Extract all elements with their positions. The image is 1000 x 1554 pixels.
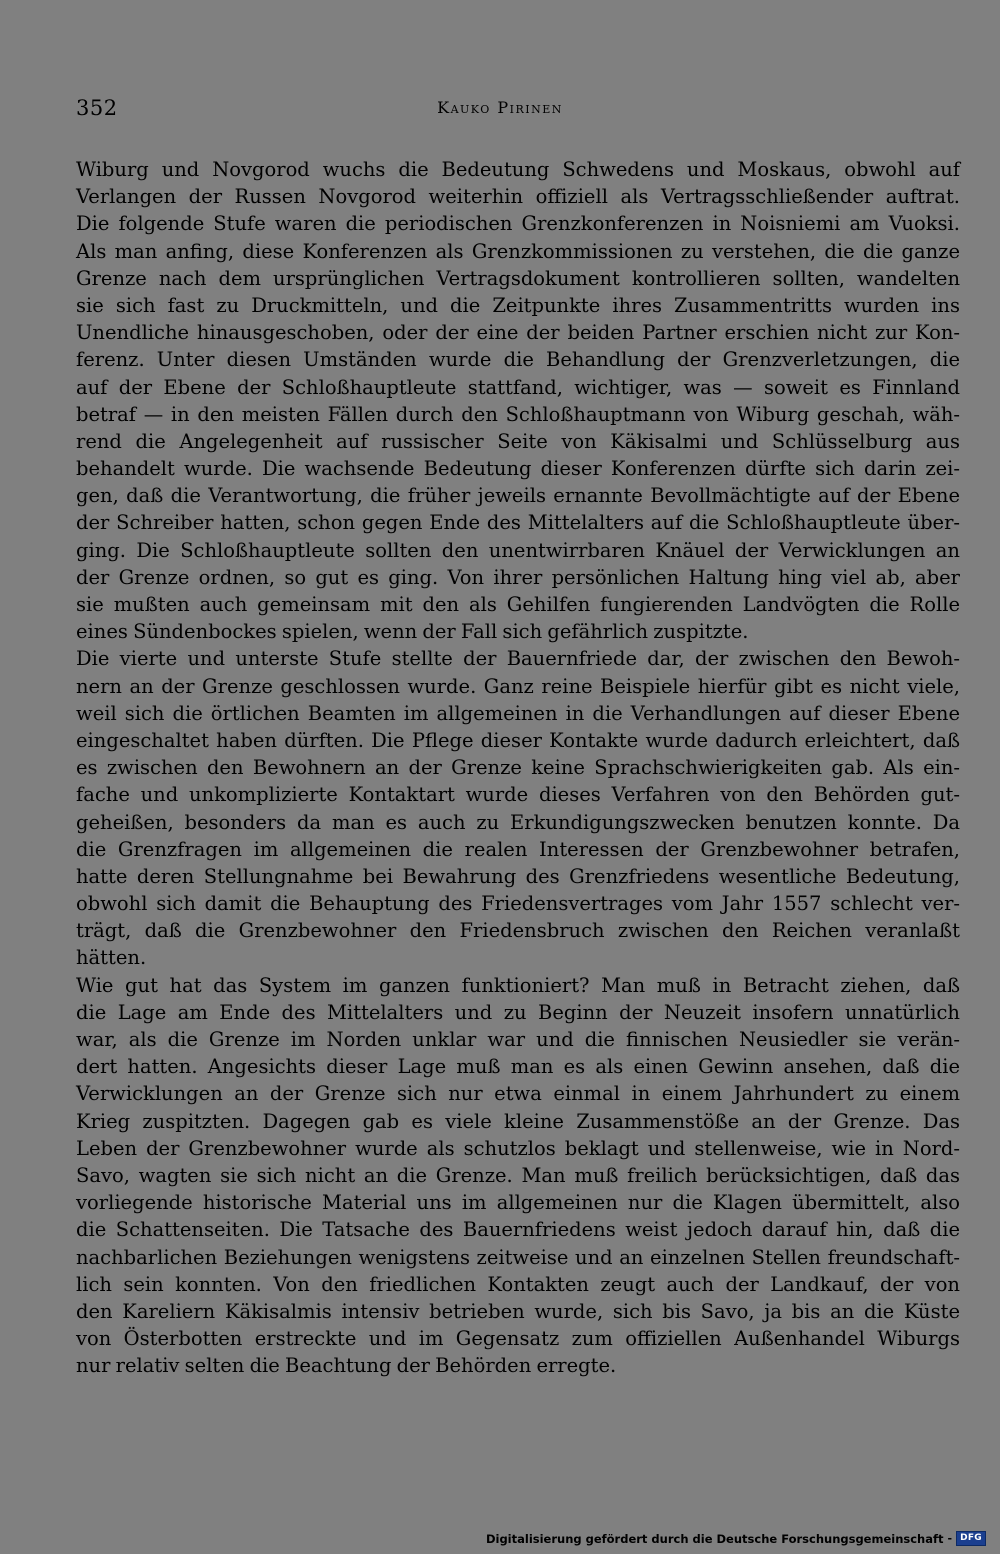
text-line: war, als die Grenze im Norden unklar war und die finnischen Neusiedler sie verän-: [76, 1028, 960, 1051]
text-line: behandelt wurde. Die wachsende Bedeutung dieser Konferenzen dürfte sich darin zei-: [76, 457, 960, 481]
dfg-logo-icon: DFG: [956, 1531, 986, 1546]
text-line: die Lage am Ende des Mittelalters und zu Beginn der Neuzeit insofern unnatürlich: [76, 1000, 960, 1024]
text-line: eingeschaltet haben dürften. Die Pflege dieser Kontakte wurde dadurch erleichtert, daß: [76, 728, 960, 752]
text-line: auf der Ebene der Schloßhauptleute stattfand, wichtiger, was — soweit es Finnland: [76, 375, 960, 399]
text-line: von Österbotten erstreckte und im Gegensatz zum offiziellen Außenhandel Wiburgs: [76, 1327, 960, 1351]
text-line: nur relativ selten die Beachtung der Behörden erregte.: [76, 1354, 617, 1378]
text-line: rend die Angelegenheit auf russischer Seite von Käkisalmi und Schlüsselburg aus: [76, 429, 960, 453]
text-line: ferenz. Unter diesen Umständen wurde die Behandlung der Grenzverletzungen, die: [76, 348, 960, 372]
text-line: Grenze nach dem ursprünglichen Vertragsdokument kontrollieren sollten, wandelten: [76, 266, 960, 290]
text-line: Die vierte und unterste Stufe stellte der Bauernfriede dar, der zwischen den Bewoh-: [76, 647, 960, 671]
text-line: die Schattenseiten. Die Tatsache des Bauernfriedens weist jedoch darauf hin, daß die: [76, 1218, 960, 1242]
text-line: Verwicklungen an der Grenze sich nur etwa einmal in einem Jahrhundert zu einem: [76, 1082, 960, 1106]
text-line: Verlangen der Russen Novgorod weiterhin offiziell als Vertragsschließender auftrat.: [76, 185, 960, 209]
footer: [486, 1531, 986, 1546]
text-line: betraf — in den meisten Fällen durch den Schloßhauptmann von Wiburg geschah, wäh-: [76, 402, 960, 426]
text-line: weil sich die örtlichen Beamten im allgemeinen in die Verhandlungen auf dieser Ebene: [76, 701, 960, 725]
page-number: 352: [76, 96, 118, 120]
text-line: lich sein konnten. Von den friedlichen Kontakten zeugt auch der Landkauf, der von: [76, 1272, 960, 1296]
text-line: obwohl sich damit die Behauptung des Friedensvertrages vom Jahr 1557 schlecht ver-: [76, 892, 960, 916]
text-line: ging. Die Schloßhauptleute sollten den unentwirrbaren Knäuel der Verwicklungen an: [76, 538, 960, 562]
text-line: hatte deren Stellungnahme bei Bewahrung des Grenzfriedens wesentliche Bedeutung,: [76, 864, 960, 888]
text-line: es zwischen den Bewohnern an der Grenze keine Sprachschwierigkeiten gab. Als ein-: [76, 756, 960, 780]
text-line: Als man anfing, diese Konferenzen als Grenzkommissionen zu verstehen, die die ganze: [76, 239, 960, 263]
text-line: hätten.: [76, 946, 147, 970]
text-line: trägt, daß die Grenzbewohner den Friedensbruch zwischen den Reichen veranlaßt: [76, 919, 960, 943]
text-line: dert hatten. Angesichts dieser Lage muß man es als einen Gewinn ansehen, daß die: [76, 1055, 960, 1079]
text-line: nern an der Grenze geschlossen wurde. Ganz reine Beispiele hierfür gibt es nicht viele,: [76, 674, 960, 698]
text-line: den Kareliern Käkisalmis intensiv betrieben wurde, sich bis Savo, ja bis an die Küste: [76, 1299, 960, 1323]
text-line: Leben der Grenzbewohner wurde als schutzlos beklagt und stellenweise, wie in Nord-: [76, 1136, 960, 1160]
text-line: der Grenze ordnen, so gut es ging. Von ihrer persönlichen Haltung hing viel ab, aber: [76, 565, 960, 589]
text-line: Savo, wagten sie sich nicht an die Grenze. Man muß freilich berücksichtigen, daß das: [76, 1163, 960, 1187]
text-line: fache und unkomplizierte Kontaktart wurde dieses Verfahren von den Behörden gut-: [76, 783, 960, 807]
body-text: [76, 156, 960, 1379]
text-line: Unendliche hinausgeschoben, oder der eine der beiden Partner erschien nicht zur Kon-: [76, 321, 960, 345]
text-line: Wie gut hat das System im ganzen funktioniert? Man muß in Betracht ziehen, daß: [76, 973, 960, 997]
text-line: Krieg zuspitzten. Dagegen gab es viele kleine Zusammenstöße an der Grenze. Das: [76, 1109, 960, 1133]
text-line: der Schreiber hatten, schon gegen Ende des Mittelalters auf die Schloßhauptleute über-: [76, 511, 960, 535]
text-line: eines Sündenbockes spielen, wenn der Fall sich gefährlich zuspitzte.: [76, 620, 749, 644]
text-line: Wiburg und Novgorod wuchs die Bedeutung Schwedens und Moskaus, obwohl auf: [76, 158, 960, 181]
text-line: gen, daß die Verantwortung, die früher jeweils ernannte Bevollmächtigte auf der Ebene: [76, 484, 960, 508]
footer-separator: -: [947, 1532, 953, 1545]
text-line: nachbarlichen Beziehungen wenigstens zeitweise und an einzelnen Stellen freundschaft-: [76, 1245, 960, 1269]
running-head: Kauko Pirinen: [437, 98, 563, 117]
text-line: vorliegende historische Material uns im allgemeinen nur die Klagen übermittelt, also: [76, 1191, 960, 1215]
text-line: Die folgende Stufe waren die periodischen Grenzkonferenzen in Noisniemi am Vuoksi.: [76, 212, 960, 236]
footer-credit: Digitalisierung gefördert durch die Deutsche Forschungsgemeinschaft: [485, 1531, 944, 1546]
text-line: sie mußten auch gemeinsam mit den als Gehilfen fungierenden Landvögten die Rolle: [76, 593, 960, 616]
text-line: sie sich fast zu Druckmitteln, und die Zeitpunkte ihres Zusammentritts wurden ins: [76, 293, 960, 317]
text-line: geheißen, besonders da man es auch zu Erkundigungszwecken benutzen konnte. Da: [76, 810, 960, 834]
text-line: die Grenzfragen im allgemeinen die realen Interessen der Grenzbewohner betrafen,: [76, 837, 960, 861]
